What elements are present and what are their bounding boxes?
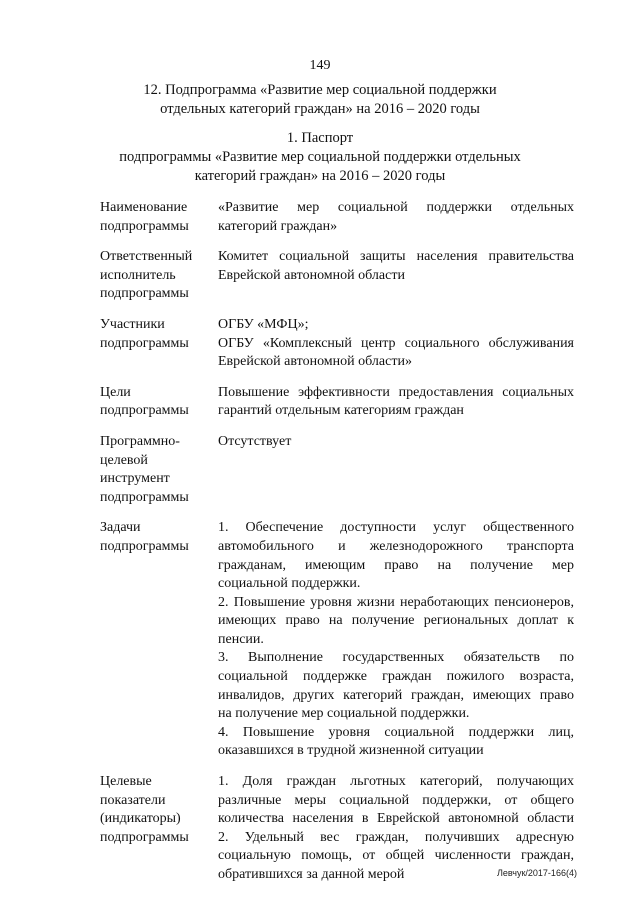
row-value: [218, 248, 574, 304]
row-label-line: (индикаторы): [100, 811, 181, 827]
row-value-line: 2. Повышение уровня жизни неработающих пенсионеров,: [218, 594, 574, 610]
row-value-line: 2. Удельный вес граждан, получивших адресную: [218, 829, 574, 845]
row-value-line: имеющих право на получение региональных доплат к: [218, 613, 574, 629]
row-value-line: на получение мер социальной поддержки.: [218, 706, 470, 722]
passport-row: [100, 248, 574, 304]
row-value-line: гарантий отдельным категориям граждан: [218, 403, 464, 419]
row-value-line: ОГБУ «МФЦ»;: [218, 316, 309, 332]
row-label: [100, 199, 218, 236]
row-value-line: 3. Выполнение государственных обязательств по: [218, 650, 574, 666]
row-label-line: подпрограммы: [100, 335, 189, 351]
row-label-line: Наименование: [100, 200, 188, 215]
row-label-line: исполнитель: [100, 267, 176, 283]
row-label: [100, 773, 218, 885]
row-label-line: подпрограммы: [100, 489, 189, 505]
page-number: 149: [309, 58, 331, 73]
row-label-line: Целевые: [100, 774, 152, 790]
row-value-line: Отсутствует: [218, 433, 292, 449]
passport-row: [100, 519, 574, 761]
subprogram-title: [0, 81, 640, 119]
row-value-line: различные меры социальной поддержки, от общего: [218, 792, 574, 808]
passport-heading: [0, 129, 640, 186]
row-value-line: ОГБУ «Комплексный центр социального обслуживания: [218, 335, 574, 351]
passport-line: подпрограммы «Развитие мер социальной поддержки отдельных: [119, 149, 521, 165]
row-value-line: «Развитие мер социальной поддержки отдельных: [218, 200, 574, 215]
footer-code: Левчук/2017-166(4): [497, 868, 577, 878]
row-value-line: обратившихся за данной мерой: [218, 867, 405, 882]
row-label-line: Программно-: [100, 433, 180, 449]
passport-line: категорий граждан» на 2016 – 2020 годы: [194, 168, 446, 184]
passport-row: [100, 316, 574, 372]
row-label-line: подпрограммы: [100, 538, 189, 554]
row-label: [100, 519, 218, 761]
row-label-line: Задачи: [100, 520, 141, 536]
row-label-line: подпрограммы: [100, 829, 189, 845]
row-value: [218, 519, 574, 761]
row-value-line: социальной поддержки.: [218, 576, 361, 592]
row-value: [218, 384, 574, 421]
row-value-line: социальную помощь, от общей численности граждан,: [218, 848, 574, 864]
row-value: [218, 433, 574, 507]
row-label-line: показатели: [100, 792, 166, 808]
passport-line: 1. Паспорт: [286, 130, 354, 146]
row-label: [100, 248, 218, 304]
row-value-line: инвалидов, других категорий граждан, имеющих право: [218, 687, 574, 703]
row-value-line: Еврейской автономной области: [218, 267, 405, 283]
row-label-line: Ответственный: [100, 249, 193, 265]
row-value-line: Еврейской автономной области»: [218, 354, 412, 370]
passport-row: [100, 433, 574, 507]
row-value-line: категорий граждан»: [218, 218, 338, 234]
row-value: [218, 316, 574, 372]
row-label-line: Участники: [100, 316, 165, 332]
row-label: [100, 433, 218, 507]
row-label: [100, 316, 218, 372]
row-value-line: автомобильного и железнодорожного транспорта: [218, 538, 574, 554]
row-label-line: целевой: [100, 452, 148, 468]
row-value-line: 4. Повышение уровня социальной поддержки лиц,: [218, 724, 574, 740]
title-line: 12. Подпрограмма «Развитие мер социальной поддержки: [143, 82, 497, 98]
row-value-line: гражданам, имеющим право на получение мер: [218, 557, 574, 573]
row-value-line: 1. Обеспечение доступности услуг общественного: [218, 520, 574, 536]
row-label: [100, 384, 218, 421]
row-value-line: 1. Доля граждан льготных категорий, получающих: [218, 774, 574, 790]
row-label-line: подпрограммы: [100, 403, 189, 419]
passport-table: [100, 199, 574, 897]
passport-row: [100, 199, 574, 236]
row-value-line: количества населения в Еврейской автономной области: [218, 811, 574, 827]
row-label-line: инструмент: [100, 471, 170, 487]
title-line: отдельных категорий граждан» на 2016 – 2020 годы: [160, 101, 480, 117]
row-value-line: Повышение эффективности предоставления социальных: [218, 384, 574, 400]
row-value-line: Комитет социальной защиты населения правительства: [218, 249, 574, 265]
row-value-line: оказавшихся в трудной жизненной ситуации: [218, 743, 484, 759]
row-label-line: Цели: [100, 384, 131, 400]
row-value-line: пенсии.: [218, 631, 264, 647]
row-label-line: подпрограммы: [100, 286, 189, 302]
row-value-line: социальной поддержке граждан пожилого возраста,: [218, 669, 574, 685]
row-label-line: подпрограммы: [100, 218, 189, 234]
row-value: [218, 199, 574, 236]
passport-row: [100, 384, 574, 421]
